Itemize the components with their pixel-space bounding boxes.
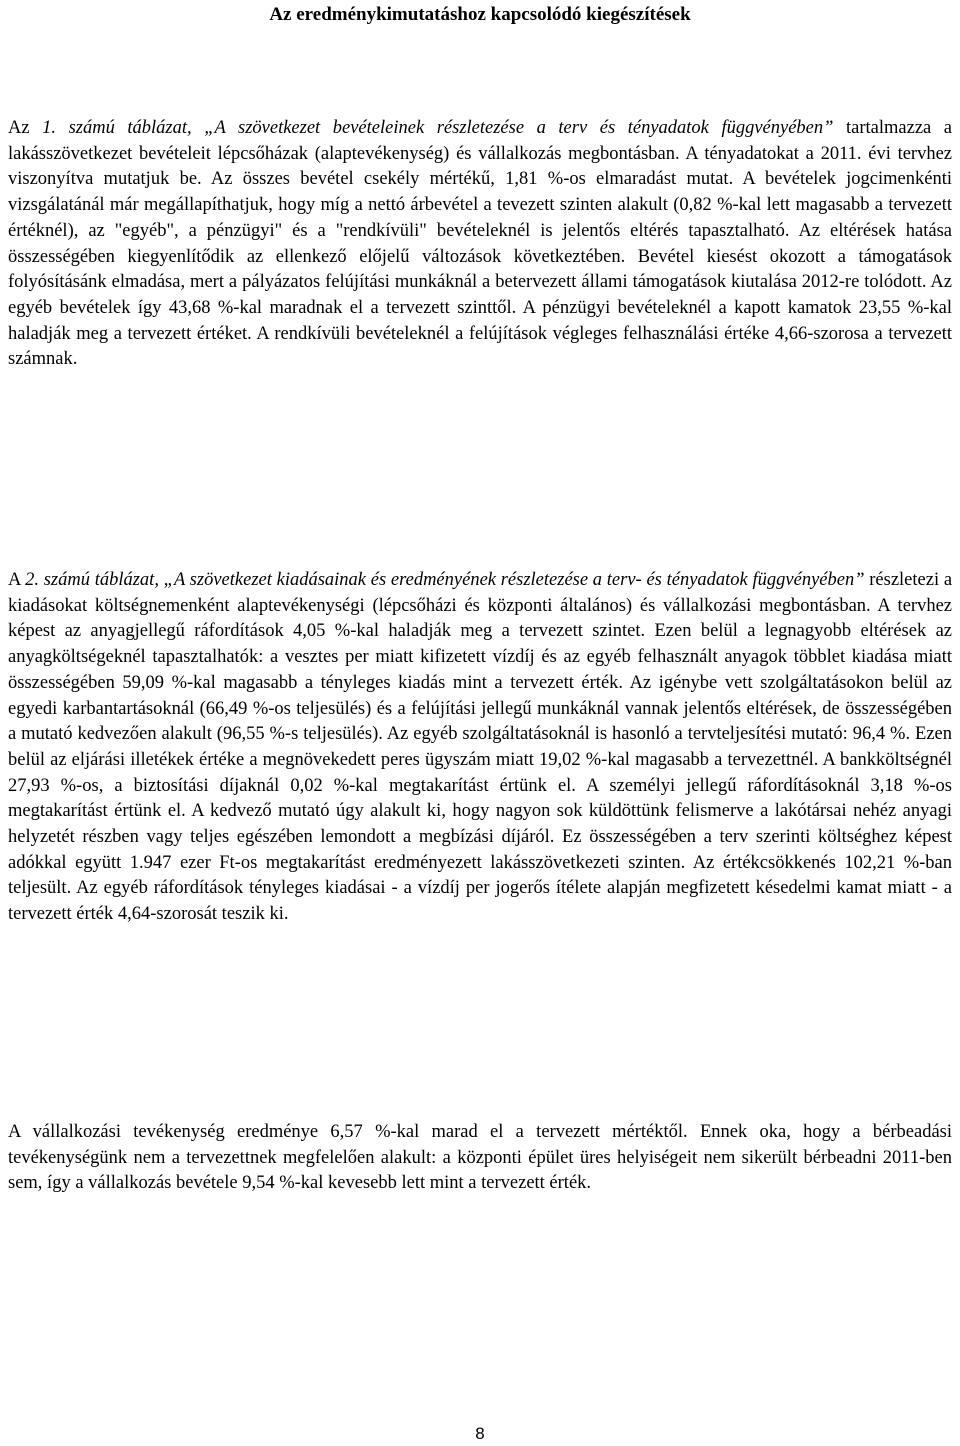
paragraph-body: részletezi a kiadásokat költségnemenként alaptevékenységi (lépcsőházi és központi általános) és vállalkozási megbontásban. A tervhez képest az anyagjellegű ráfordítások 4,05 %-kal haladják meg a tervezett szintet. Ezen belül a legnagyobb eltérések az anyagköltségeknél tapasztalhatók: a vesztes per miatt kifizetett vízdíj és az egyéb felhasznált anyagok többlet kiadása miatt összességében 59,09 %-kal magasabb a tényleges kiadás mint a tervezett érték. Az igénybe vett szolgáltatásokon belül az egyedi karbantartásoknál (66,49 %-os teljesülés) és a felújítási jellegű munkáknál vannak jelentős eltérések, de összességében a mutató kedvezően alakult (96,55 %-s teljesülés). Az egyéb szolgáltatásoknál is hasonló a tervteljesítési mutató: 96,4 %. Ezen belül az eljárási illetékek értéke a megnövekedett peres ügyszám miatt 19,02 %-kal magasabb a tervezettnél. A bankköltségnél 27,93 %-os, a biztosítási díjaknál 0,02 %-kal megtakarítást értünk el. A személyi jellegű ráfordításoknál 3,18 %-os megtakarítást értünk el. A kedvező mutató úgy alakult ki, hogy nagyon sok küldöttünk felismerve a lakótársai nehéz anyagi helyzetét részben vagy teljes egészében lemondott a megbízási díjáról. Ez összességében a terv szerinti költséghez képest adókkal együtt 1.947 ezer Ft-os megtakarítást eredményezett lakásszövetkezeti szinten. Az értékcsökkenés 102,21 %-ban teljesült. Az egyéb ráfordítások tényleges kiadásai - a vízdíj per jogerős ítélete alapján megfizetett késedelmi kamat miatt - a tervezett érték 4,64-szorosát teszik ki. xyxy=(8,570,953,925)
paragraph-revenue-table xyxy=(8,116,952,373)
paragraph-body: A vállalkozási tevékenység eredménye 6,57 %-kal marad el a tervezett mértéktől. Ennek oka, hogy a bérbeadási tevékenységünk nem a tervezettnek megfelelően alakult: a központi épület üres helyiségeit nem sikerült bérbeadni 2011-ben sem, így a vállalkozás bevétele 9,54 %-kal kevesebb lett mint a tervezett érték. xyxy=(8,1122,952,1194)
paragraph-lead: A xyxy=(8,570,21,590)
paragraph-business-result xyxy=(8,1120,952,1197)
page-title: Az eredménykimutatáshoz kapcsolódó kiegészítések xyxy=(269,4,691,25)
table-reference: 1. számú táblázat, „A szövetkezet bevételeinek részletezése a terv és tényadatok függvényében” xyxy=(42,118,834,138)
table-reference: 2. számú táblázat, „A szövetkezet kiadásainak és eredményének részletezése a terv- és tényadatok függvényében” xyxy=(25,570,865,590)
paragraph-body: tartalmazza a lakásszövetkezet bevételeit lépcsőházak (alaptevékenység) és vállalkozás megbontásban. A tényadatokat a 2011. évi tervhez viszonyítva mutatjuk be. Az összes bevétel csekély mértékű, 1,81 %-os elmaradást mutat. A bevételek jogcimenkénti vizsgálatánál már megállapíthatjuk, hogy míg a nettó árbevétel a tevezett szinten alakult (0,82 %-kal lett magasabb a tervezett értéknél), az "egyéb", a pénzügyi" és a "rendkívüli" bevételeknél is jelentős eltérés tapasztalható. Az eltérések hatása összességében kiegyenlítődik az ellenkező előjelű változások következtében. Bevétel kiesést okozott a támogatások folyósításánk elmadása, mert a pályázatos felújítási munkáknál a betervezett állami támogatások kiutalása 2012-re tolódott. Az egyéb bevételek így 43,68 %-kal maradnak el a tervezett szinttől. A pénzügyi bevételeknél a kapott kamatok 23,55 %-kal haladják meg a tervezett értéket. A rendkívüli bevételeknél a felújítások végleges felhasználási értéke 4,66-szorosa a tervezett számnak. xyxy=(8,118,953,370)
page-number: 8 xyxy=(475,1424,485,1443)
paragraph-expense-table xyxy=(8,568,952,928)
paragraph-lead: Az xyxy=(8,118,30,138)
